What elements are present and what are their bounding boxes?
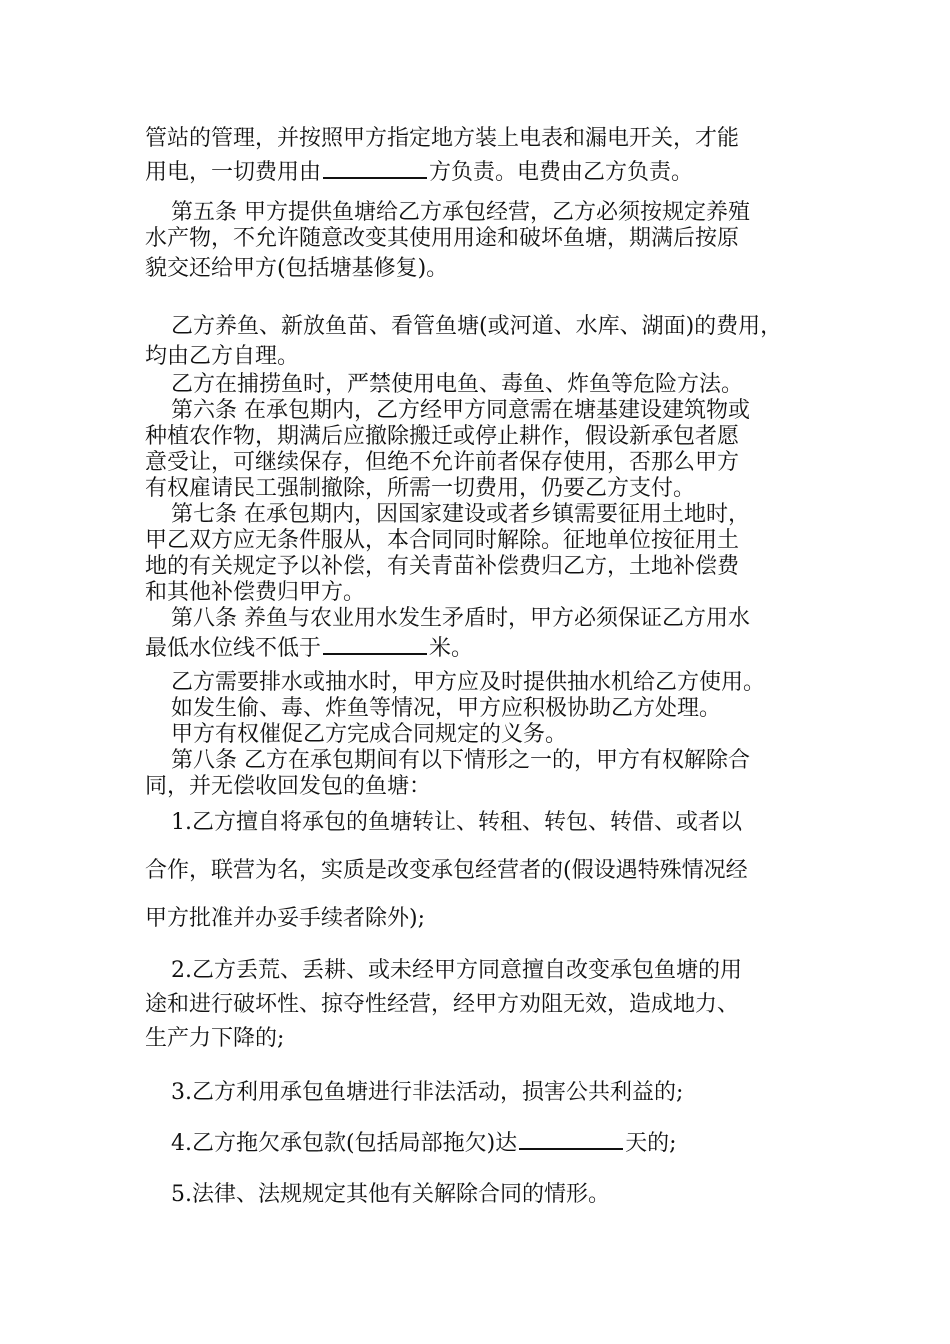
text-segment: 最低水位线不低于 [145, 636, 322, 661]
clause-4 [145, 1127, 815, 1161]
text-line: 3.乙方利用承包鱼塘进行非法活动，损害公共利益的; [171, 1080, 684, 1105]
text-line: 第八条 乙方在承包期间有以下情形之一的，甲方有权解除合 [171, 748, 750, 773]
text-line: 2.乙方丢荒、丢耕、或未经甲方同意擅自改变承包鱼塘的用 [171, 958, 742, 983]
text-line: 管站的管理，并按照甲方指定地方装上电表和漏电开关，才能 [145, 126, 740, 151]
text-line: 有权雇请民工强制撤除，所需一切费用，仍要乙方支付。 [145, 476, 696, 501]
text-line: 乙方需要排水或抽水时，甲方应及时提供抽水机给乙方使用。 [171, 670, 766, 695]
clause-1 [145, 806, 815, 950]
text-line: 第六条 在承包期内，乙方经甲方同意需在塘基建设建筑物或 [171, 398, 750, 423]
text-line: 貌交还给甲方(包括塘基修复)。 [145, 256, 449, 281]
text-segment: 方负责。电费由乙方负责。 [429, 160, 694, 185]
article-6-7 [145, 372, 815, 666]
text-line: 第八条 养鱼与农业用水发生矛盾时，甲方必须保证乙方用水 [171, 606, 750, 631]
text-line: 生产力下降的; [145, 1026, 285, 1051]
fill-blank [323, 159, 427, 179]
clause-5 [145, 1178, 815, 1212]
fill-blank [519, 1130, 623, 1150]
text-line: 第五条 甲方提供鱼塘给乙方承包经营，乙方必须按规定养殖 [171, 200, 750, 225]
text-line: 5.法律、法规规定其他有关解除合同的情形。 [171, 1182, 610, 1207]
text-segment: 4.乙方拖欠承包款(包括局部拖欠)达 [171, 1131, 518, 1156]
text-segment: 天的; [625, 1131, 677, 1156]
text-line [145, 632, 815, 666]
paragraph-fish-costs [145, 310, 815, 370]
text-line: 意受让，可继续保存，但绝不允许前者保存使用，否那么甲方 [145, 450, 740, 475]
clause-2 [145, 954, 815, 1056]
text-line: 合作，联营为名，实质是改变承包经营者的(假设遇特殊情况经 [145, 858, 748, 883]
text-line: 水产物，不允许随意改变其使用用途和破坏鱼塘，期满后按原 [145, 226, 740, 251]
text-line: 甲乙双方应无条件服从，本合同同时解除。征地单位按征用土 [145, 528, 740, 553]
paragraph-water [145, 670, 815, 800]
text-line [145, 1127, 815, 1161]
text-line [145, 156, 815, 190]
text-line: 如发生偷、毒、炸鱼等情况，甲方应积极协助乙方处理。 [171, 696, 722, 721]
text-line: 甲方批准并办妥手续者除外); [145, 906, 425, 931]
text-line: 途和进行破坏性、掠夺性经营，经甲方劝阻无效，造成地力、 [145, 992, 740, 1017]
text-line: 第七条 在承包期内，因国家建设或者乡镇需要征用土地时， [171, 502, 750, 527]
text-line: 种植农作物，期满后应撤除搬迁或停止耕作，假设新承包者愿 [145, 424, 740, 449]
text-line: 同，并无偿收回发包的鱼塘： [145, 774, 432, 799]
text-line: 甲方有权催促乙方完成合同规定的义务。 [171, 722, 568, 747]
text-line: 地的有关规定予以补偿，有关青苗补偿费归乙方，土地补偿费 [145, 554, 740, 579]
paragraph-electricity [145, 122, 815, 190]
text-line: 1.乙方擅自将承包的鱼塘转让、转租、转包、转借、或者以 [171, 810, 742, 835]
text-line: 和其他补偿费归甲方。 [145, 580, 366, 605]
text-line: 乙方在捕捞鱼时，严禁使用电鱼、毒鱼、炸鱼等危险方法。 [171, 372, 744, 397]
clause-3 [145, 1076, 815, 1110]
text-segment: 用电，一切费用由 [145, 160, 322, 185]
text-line: 乙方养鱼、新放鱼苗、看管鱼塘(或河道、水库、湖面)的费用， [171, 314, 783, 339]
article-5 [145, 200, 815, 286]
fill-blank [323, 635, 427, 655]
text-line: 均由乙方自理。 [145, 344, 300, 369]
text-segment: 米。 [429, 636, 474, 661]
